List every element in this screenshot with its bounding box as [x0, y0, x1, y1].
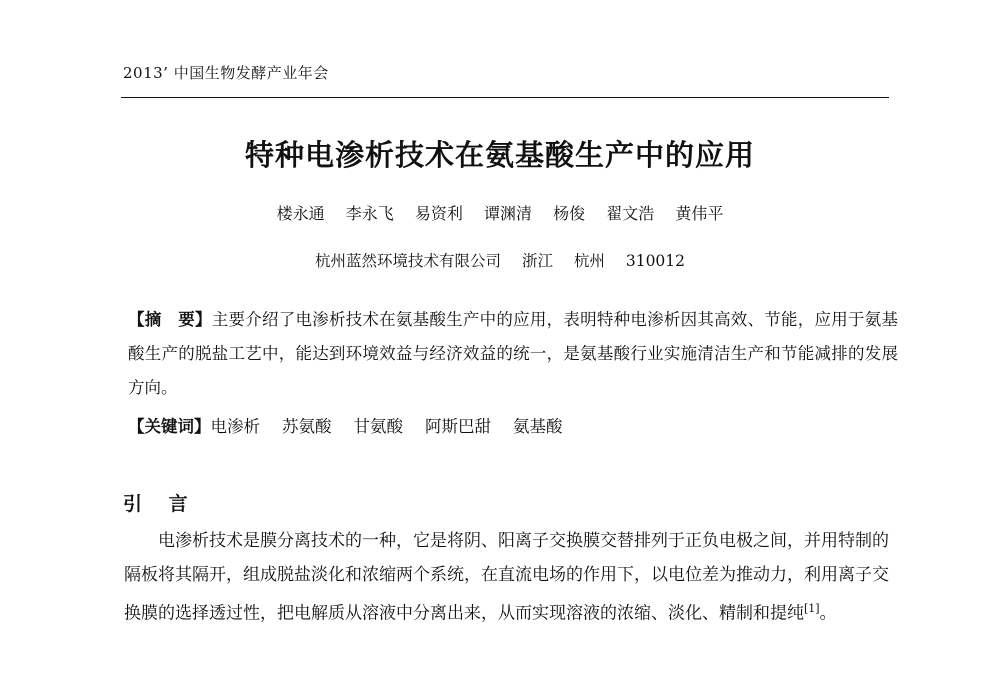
intro-paragraph: [124, 524, 889, 631]
abstract: [128, 303, 898, 405]
author: 易资利: [414, 204, 463, 223]
keywords: [128, 413, 898, 437]
keyword: 苏氨酸: [282, 417, 332, 436]
author: 黄伟平: [675, 204, 724, 223]
keyword: 甘氨酸: [353, 417, 403, 436]
author: 谭渊清: [483, 204, 532, 223]
author: 李永飞: [345, 204, 394, 223]
keyword: 电渗析: [210, 417, 260, 436]
running-header: 2013’ 中国生物发酵产业年会: [123, 64, 329, 82]
affiliation-province: 浙江: [521, 252, 553, 270]
keywords-tag: 【关键词】: [128, 417, 211, 436]
keyword: 阿斯巴甜: [425, 417, 491, 436]
affiliation-postcode: 310012: [625, 252, 686, 270]
author-list: [0, 201, 1000, 224]
paper-title: 特种电渗析技术在氨基酸生产中的应用: [244, 138, 755, 172]
author: 杨俊: [553, 204, 586, 223]
header-rule: [121, 97, 889, 98]
abstract-text: 主要介绍了电渗析技术在氨基酸生产中的应用，表明特种电渗析因其高效、节能，应用于氨基酸生产的脱盐工艺中，能达到环境效益与经济效益的统一，是氨基酸行业实施清洁生产和节能减排的发展方向。: [128, 310, 899, 397]
section-heading-intro: 引 言: [123, 493, 198, 515]
affiliation-org: 杭州蓝然环境技术有限公司: [314, 252, 501, 270]
citation-ref: [1]: [804, 602, 820, 615]
keyword: 氨基酸: [513, 417, 563, 436]
abstract-tag: 【摘 要】: [128, 310, 212, 329]
affiliation-city: 杭州: [573, 252, 605, 270]
affiliation: [0, 249, 1000, 271]
intro-end: 。: [819, 603, 837, 624]
author: 翟文浩: [606, 204, 655, 223]
intro-text: 电渗析技术是膜分离技术的一种，它是将阴、阳离子交换膜交替排列于正负电极之间，并用特制的隔板将其隔开，组成脱盐淡化和浓缩两个系统，在直流电场的作用下，以电位差为推动力，利用离子交换膜的选择透过性，把电解质从溶液中分离出来，从而实现溶液的浓缩、淡化、精制和提纯: [124, 531, 889, 624]
author: 楼永通: [276, 204, 325, 223]
